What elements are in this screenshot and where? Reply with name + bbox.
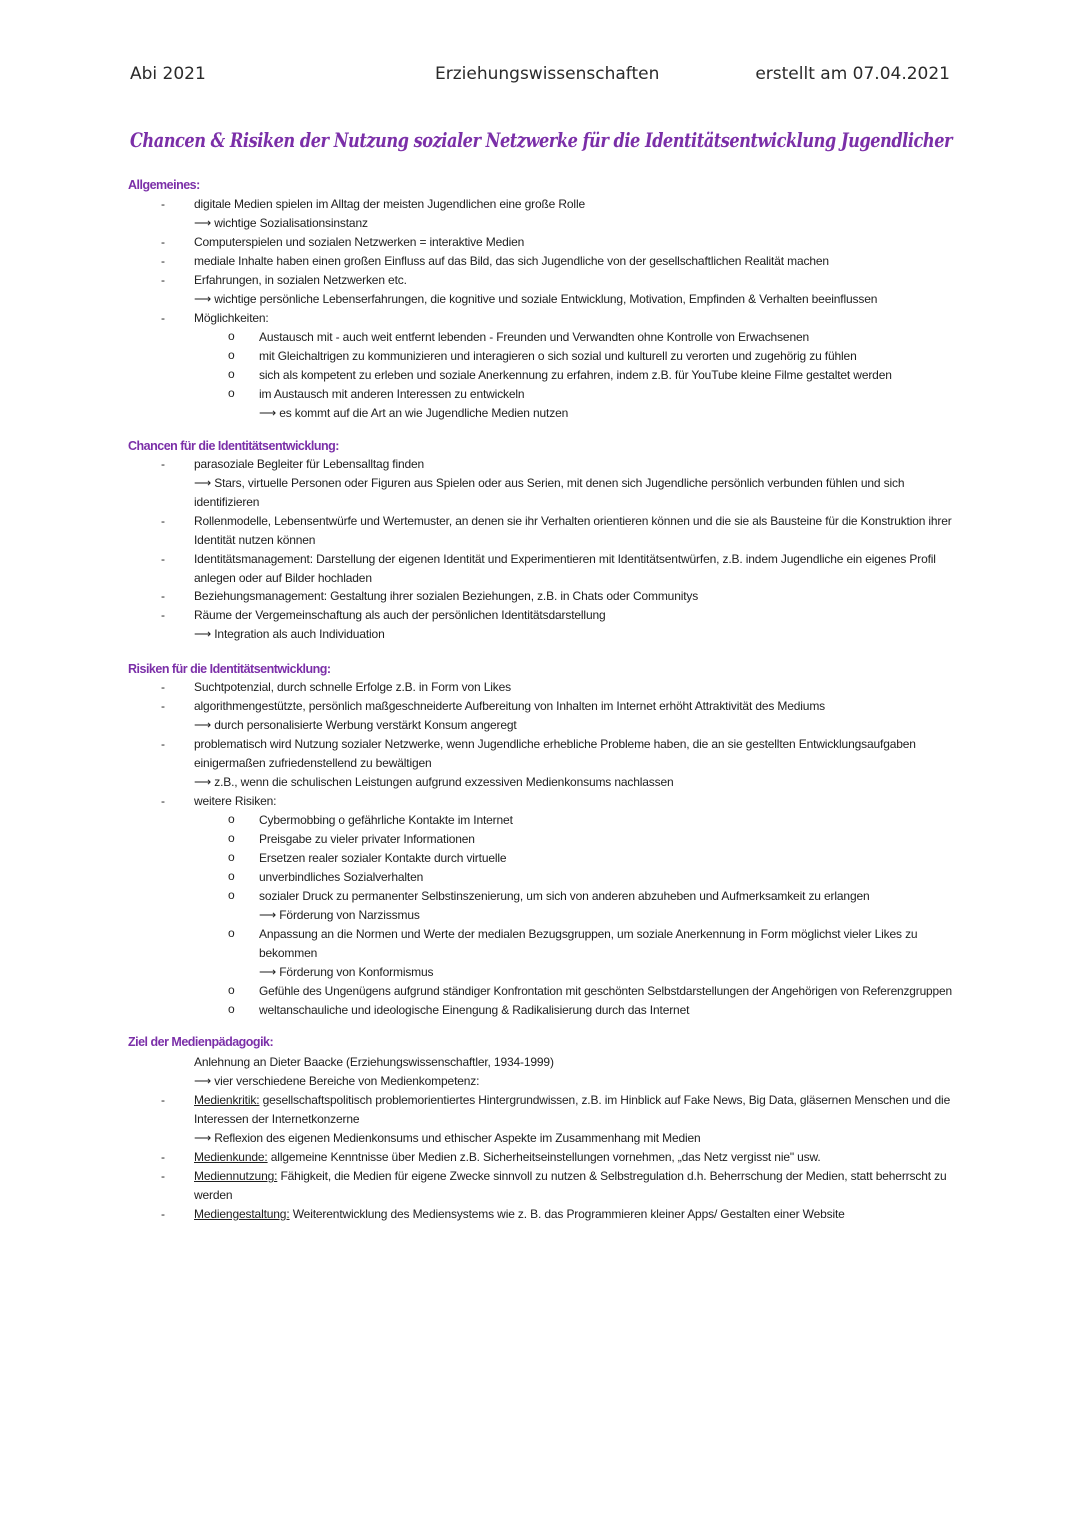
list-item xyxy=(194,1167,946,1186)
list-item: Räume der Vergemeinschaftung als auch der persönlichen Identitätsdarstellung xyxy=(194,608,606,622)
arrow-note: ⟶ Förderung von Narzissmus xyxy=(259,908,420,922)
bullet-dash: - xyxy=(161,311,165,325)
section-heading-allgemeines: Allgemeines: xyxy=(128,178,200,192)
sub-list-item: Preisgabe zu vieler privater Informationen xyxy=(259,832,475,846)
bullet-dash: - xyxy=(161,794,165,808)
arrow-note: ⟶ wichtige Sozialisationsinstanz xyxy=(194,216,368,230)
arrow-note: ⟶ vier verschiedene Bereiche von Medienkompetenz: xyxy=(194,1074,480,1088)
bullet-dash: - xyxy=(161,254,165,268)
bullet-dash: - xyxy=(161,1169,165,1183)
sub-list-item: Anpassung an die Normen und Werte der medialen Bezugsgruppen, um soziale Anerkennung in Form möglichst vieler Likes zu xyxy=(259,927,918,941)
sub-list-item: Ersetzen realer sozialer Kontakte durch virtuelle xyxy=(259,851,507,865)
term-medienkritik: Medienkritik: xyxy=(194,1093,260,1107)
bullet-circle: o xyxy=(228,869,235,883)
arrow-note: ⟶ Integration als auch Individuation xyxy=(194,627,385,641)
sub-list-item-continuation: bekommen xyxy=(259,946,318,960)
bullet-dash: - xyxy=(161,457,165,471)
term-mediennutzung: Mediennutzung: xyxy=(194,1169,278,1183)
list-item: problematisch wird Nutzung sozialer Netzwerke, wenn Jugendliche erhebliche Probleme haben, die an sie gestellten Entwicklungsaufgaben xyxy=(194,737,916,751)
sub-list-item: weltanschauliche und ideologische Einengung & Radikalisierung durch das Internet xyxy=(259,1003,690,1017)
bullet-circle: o xyxy=(228,386,235,400)
bullet-dash: - xyxy=(161,197,165,211)
bullet-dash: - xyxy=(161,273,165,287)
list-item-continuation: identifizieren xyxy=(194,495,260,509)
bullet-circle: o xyxy=(228,329,235,343)
bullet-dash: - xyxy=(161,552,165,566)
bullet-circle: o xyxy=(228,812,235,826)
section-heading-ziel: Ziel der Medienpädagogik: xyxy=(128,1035,274,1049)
term-medienkunde: Medienkunde: xyxy=(194,1150,268,1164)
arrow-note: ⟶ es kommt auf die Art an wie Jugendliche Medien nutzen xyxy=(259,406,569,420)
section-heading-risiken: Risiken für die Identitätsentwicklung: xyxy=(128,662,331,676)
bullet-dash: - xyxy=(161,1207,165,1221)
header-date: erstellt am 07.04.2021 xyxy=(755,64,950,84)
bullet-dash: - xyxy=(161,514,165,528)
arrow-note: ⟶ durch personalisierte Werbung verstärkt Konsum angeregt xyxy=(194,718,517,732)
document-title: Chancen & Risiken der Nutzung sozialer Netzwerke für die Identitätsentwicklung Jugendlicher xyxy=(130,128,953,152)
term-mediengestaltung: Mediengestaltung: xyxy=(194,1207,290,1221)
arrow-note: ⟶ wichtige persönliche Lebenserfahrungen, die kognitive und soziale Entwicklung, Motivation, Empfinden & Verhalten beeinflussen xyxy=(194,292,878,306)
list-item-continuation: werden xyxy=(194,1188,233,1202)
list-item: Rollenmodelle, Lebensentwürfe und Wertemuster, an denen sie ihr Verhalten orientieren können und die sie als Bausteine für die Konstruktion ihrer xyxy=(194,514,952,528)
bullet-circle: o xyxy=(228,831,235,845)
definition-medienkunde: allgemeine Kenntnisse über Medien z.B. Sicherheitseinstellungen vornehmen, „das Netz vergisst nie" usw. xyxy=(267,1150,821,1164)
list-item: parasoziale Begleiter für Lebensalltag finden xyxy=(194,457,425,471)
bullet-dash: - xyxy=(161,699,165,713)
sub-list-item: im Austausch mit anderen Interessen zu entwickeln xyxy=(259,387,525,401)
bullet-circle: o xyxy=(228,367,235,381)
list-item-continuation: einigermaßen zufriedenstellend zu bewältigen xyxy=(194,756,432,770)
arrow-note: ⟶ Reflexion des eigenen Medienkonsums und ethischer Aspekte im Zusammenhang mit Medien xyxy=(194,1131,701,1145)
bullet-dash: - xyxy=(161,1150,165,1164)
bullet-dash: - xyxy=(161,589,165,603)
list-item-continuation: Identität nutzen können xyxy=(194,533,316,547)
sub-list-item: Austausch mit - auch weit entfernt lebenden - Freunden und Verwandten ohne Kontrolle von Erwachsenen xyxy=(259,330,810,344)
sub-list-item: sozialer Druck zu permanenter Selbstinszenierung, um sich von anderen abzuheben und Aufmerksamkeit zu erlangen xyxy=(259,889,870,903)
sub-list-item: sich als kompetent zu erleben und soziale Anerkennung zu erfahren, indem z.B. für YouTube kleine Filme gestaltet werden xyxy=(259,368,892,382)
bullet-dash: - xyxy=(161,737,165,751)
definition-medienkritik: gesellschaftspolitisch problemorientiertes Hintergrundwissen, z.B. im Hinblick auf Fake News, Big Data, gläsernen Menschen und die xyxy=(259,1093,951,1107)
arrow-note: ⟶ Förderung von Konformismus xyxy=(259,965,434,979)
list-item: Möglichkeiten: xyxy=(194,311,269,325)
list-item-continuation: anlegen oder auf Bilder hochladen xyxy=(194,571,372,585)
bullet-dash: - xyxy=(161,235,165,249)
intro-line: Anlehnung an Dieter Baacke (Erziehungswissenschaftler, 1934-1999) xyxy=(194,1055,554,1069)
bullet-circle: o xyxy=(228,348,235,362)
section-heading-chancen: Chancen für die Identitätsentwicklung: xyxy=(128,439,339,453)
definition-mediennutzung: Fähigkeit, die Medien für eigene Zwecke sinnvoll zu nutzen & Selbstregulation d.h. Beherrschung der Medien, statt beherrscht zu xyxy=(277,1169,947,1183)
list-item xyxy=(194,1091,950,1110)
bullet-circle: o xyxy=(228,1002,235,1016)
sub-list-item: unverbindliches Sozialverhalten xyxy=(259,870,424,884)
sub-list-item: mit Gleichaltrigen zu kommunizieren und interagieren o sich sozial und kulturell zu verorten und zugehörig zu fühlen xyxy=(259,349,857,363)
list-item: Beziehungsmanagement: Gestaltung ihrer sozialen Beziehungen, z.B. in Chats oder Communitys xyxy=(194,589,699,603)
list-item: Suchtpotenzial, durch schnelle Erfolge z.B. in Form von Likes xyxy=(194,680,512,694)
bullet-dash: - xyxy=(161,1093,165,1107)
bullet-circle: o xyxy=(228,983,235,997)
page-header xyxy=(130,64,950,90)
header-left: Abi 2021 xyxy=(130,64,206,84)
bullet-dash: - xyxy=(161,680,165,694)
arrow-note: ⟶ z.B., wenn die schulischen Leistungen aufgrund exzessiven Medienkonsums nachlassen xyxy=(194,775,674,789)
arrow-note: ⟶ Stars, virtuelle Personen oder Figuren aus Spielen oder aus Serien, mit denen sich Jugendliche persönlich verbunden fühlen und sich xyxy=(194,476,905,490)
list-item: mediale Inhalte haben einen großen Einfluss auf das Bild, das sich Jugendliche von der gesellschaftlichen Realität machen xyxy=(194,254,829,268)
bullet-circle: o xyxy=(228,926,235,940)
list-item: algorithmengestützte, persönlich maßgeschneiderte Aufbereitung von Inhalten im Internet erhöht Attraktivität des Mediums xyxy=(194,699,826,713)
definition-mediengestaltung: Weiterentwicklung des Mediensystems wie z. B. das Programmieren kleiner Apps/ Gestalten einer Website xyxy=(289,1207,845,1221)
header-subject: Erziehungswissenschaften xyxy=(435,64,660,84)
list-item: Erfahrungen, in sozialen Netzwerken etc. xyxy=(194,273,407,287)
bullet-dash: - xyxy=(161,608,165,622)
list-item xyxy=(194,1205,845,1224)
list-item: Computerspielen und sozialen Netzwerken = interaktive Medien xyxy=(194,235,525,249)
list-item: Identitätsmanagement: Darstellung der eigenen Identität und Experimentieren mit Identitätsentwürfen, z.B. indem Jugendliche ein eigenes Profil xyxy=(194,552,936,566)
bullet-circle: o xyxy=(228,888,235,902)
bullet-circle: o xyxy=(228,850,235,864)
list-item xyxy=(194,1148,821,1167)
list-item: digitale Medien spielen im Alltag der meisten Jugendlichen eine große Rolle xyxy=(194,197,585,211)
sub-list-item: Gefühle des Ungenügens aufgrund ständiger Konfrontation mit geschönten Selbstdarstellungen der Angehörigen von Referenzgruppen xyxy=(259,984,952,998)
list-item-continuation: Interessen der Internetkonzerne xyxy=(194,1112,360,1126)
list-item: weitere Risiken: xyxy=(194,794,277,808)
sub-list-item: Cybermobbing o gefährliche Kontakte im Internet xyxy=(259,813,513,827)
